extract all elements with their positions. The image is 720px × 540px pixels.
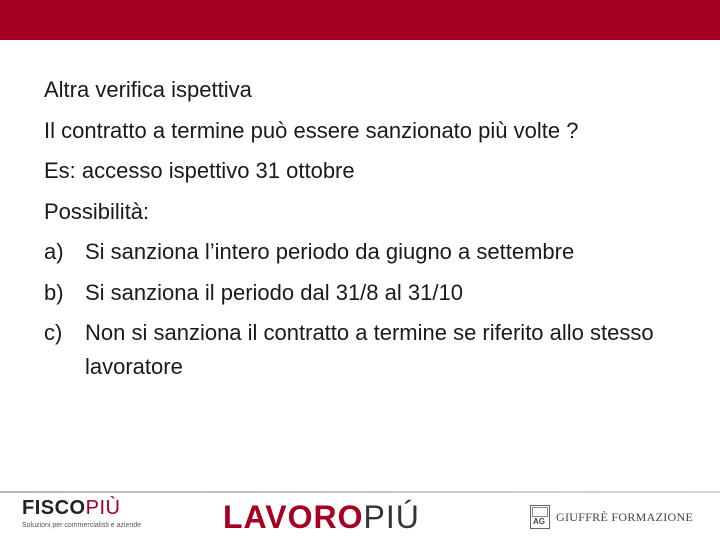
lavoropiu-logo xyxy=(223,497,420,537)
lavoropiu-logo-part-2: PIÚ xyxy=(363,499,420,535)
option-a xyxy=(44,232,694,273)
giuffre-mark-icon xyxy=(530,505,550,529)
lavoropiu-logo-part-1: LAVORO xyxy=(223,499,364,535)
slide-line-3: Es: accesso ispettivo 31 ottobre xyxy=(44,158,355,183)
giuffre-mark-text: AG xyxy=(533,517,545,526)
option-b-text: Si sanziona il periodo dal 31/8 al 31/10 xyxy=(85,279,463,305)
fiscopiu-tagline: Soluzioni per commercialisti e aziende xyxy=(22,522,142,529)
option-c-text: Non si sanziona il contratto a termine se riferito allo stesso lavoratore xyxy=(85,320,654,379)
option-c-marker: c) xyxy=(44,320,63,345)
slide-body xyxy=(44,70,694,384)
header-bar xyxy=(0,0,720,40)
fiscopiu-logo-part-2: PIÙ xyxy=(85,497,121,519)
slide-line-2: Il contratto a termine può essere sanzionato più volte ? xyxy=(44,117,579,143)
fiscopiu-logo xyxy=(22,497,142,533)
slide-line-4: Possibilità: xyxy=(44,198,150,224)
option-a-marker: a) xyxy=(44,239,64,264)
fiscopiu-logo-part-1: FISCO xyxy=(22,497,86,519)
footer-divider xyxy=(0,491,720,493)
giuffre-formazione-logo xyxy=(530,505,693,529)
option-c xyxy=(44,313,694,384)
option-b xyxy=(44,273,694,314)
option-b-marker: b) xyxy=(44,279,64,305)
slide-line-1: Altra verifica ispettiva xyxy=(44,77,252,102)
option-a-text: Si sanziona l’intero periodo da giugno a settembre xyxy=(85,239,575,264)
giuffre-formazione-text: GIUFFRÈ FORMAZIONE xyxy=(556,509,694,524)
